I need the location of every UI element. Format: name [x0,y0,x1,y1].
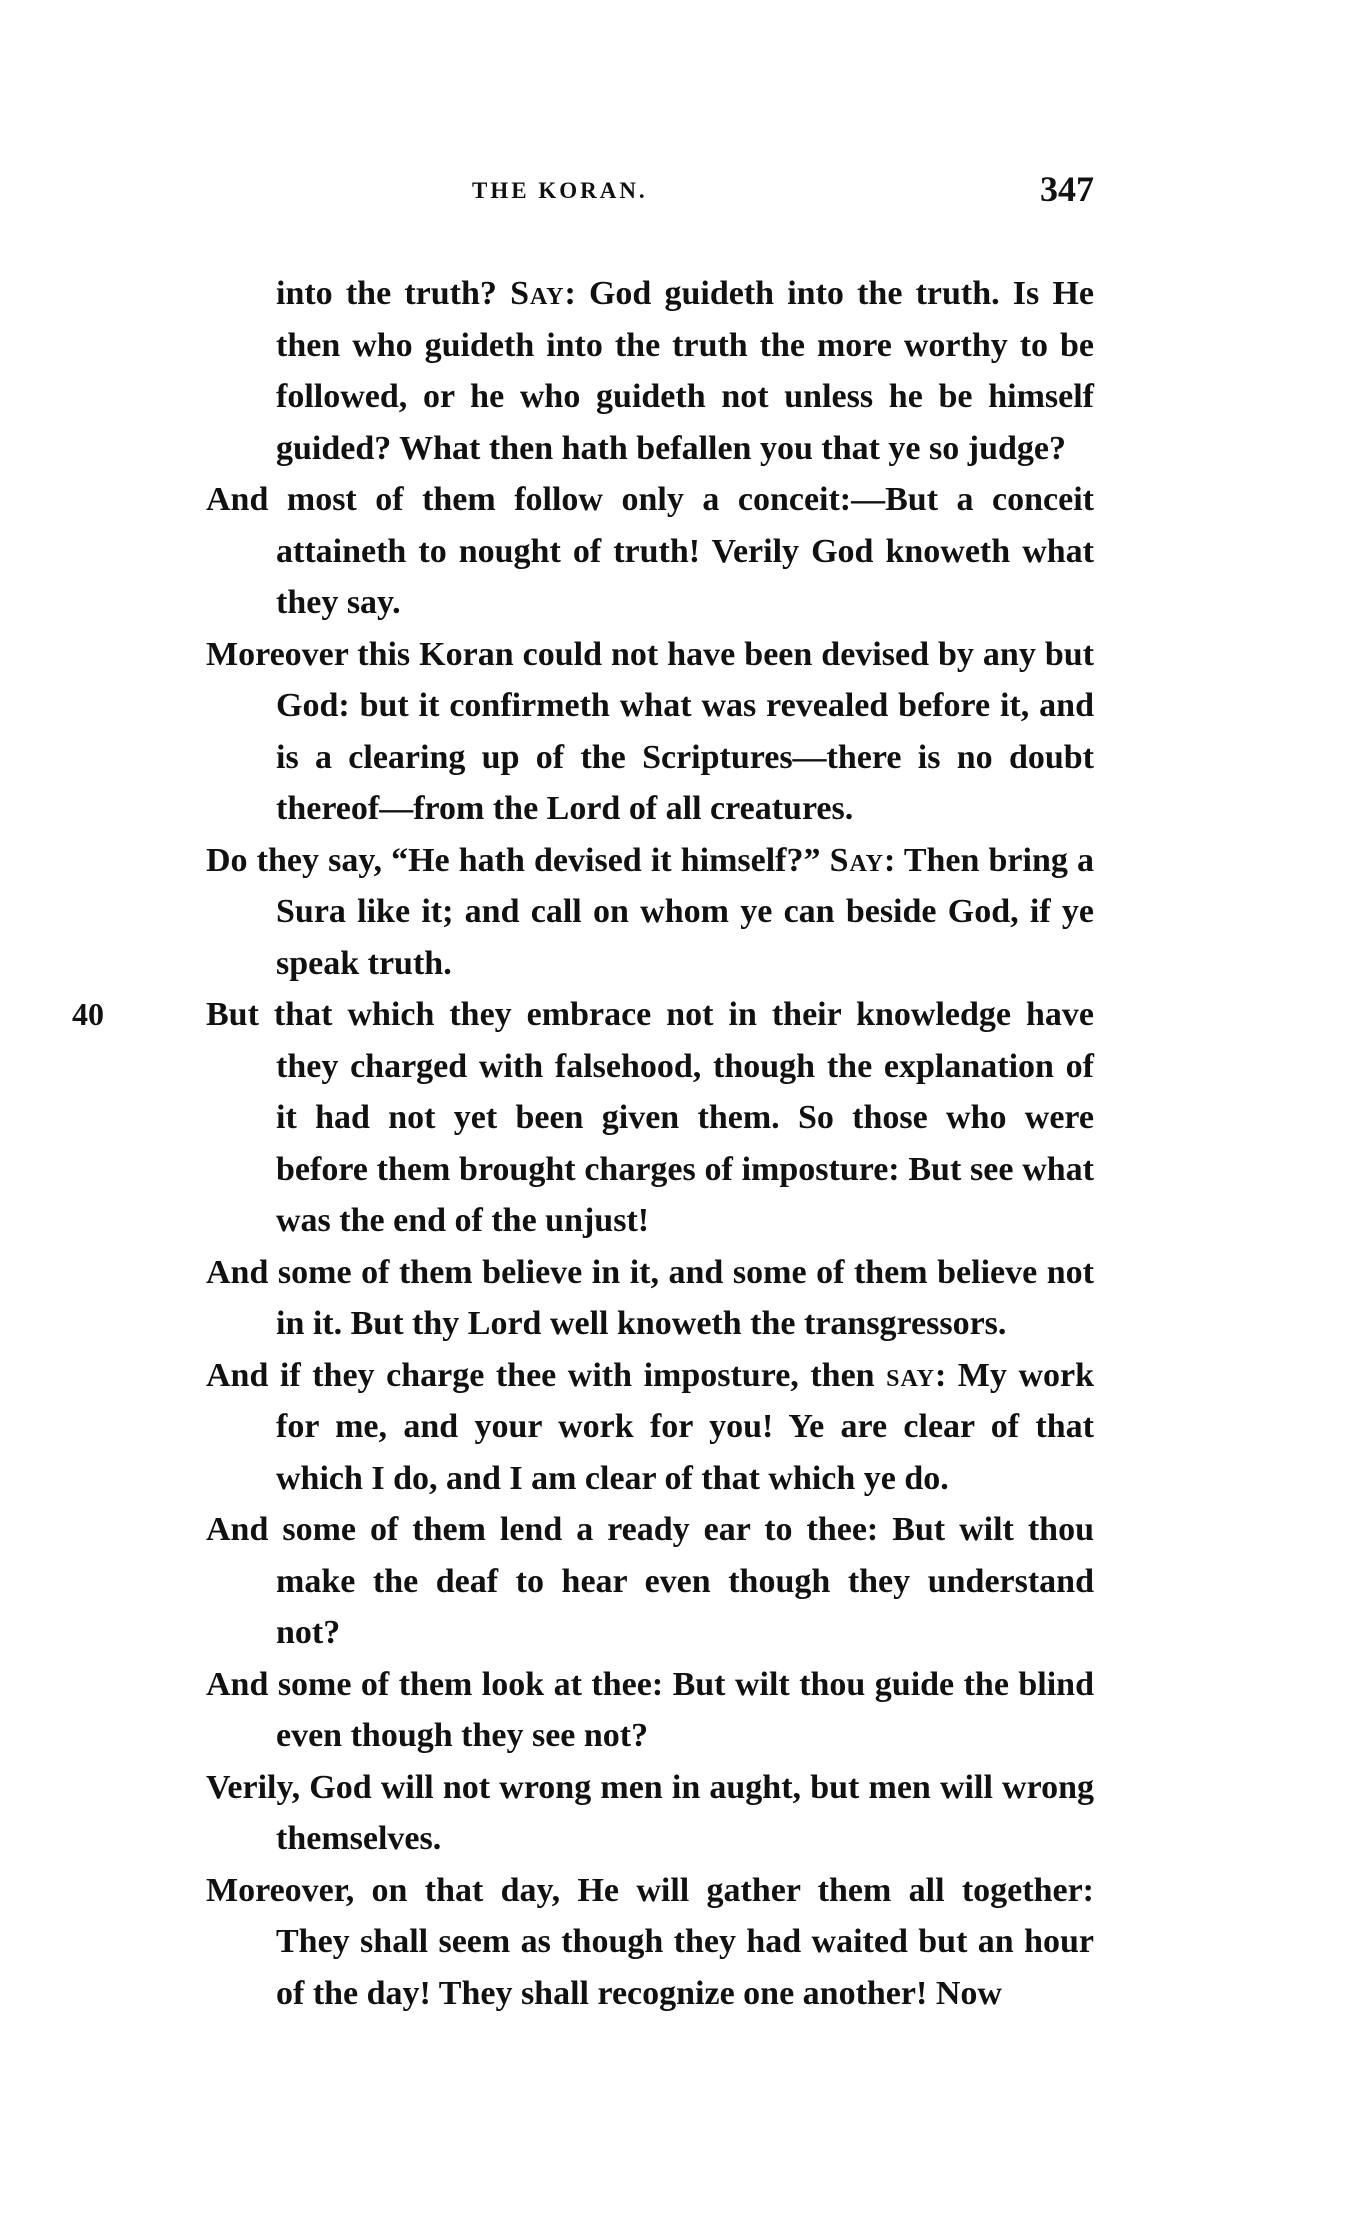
verse-text: And most of them follow only a conceit:—But a conceit attaineth to nought of truth! Verily God knoweth what they say. [206,481,1094,621]
verse-text: : God guideth into the truth. Is He then who guideth into the truth the more worthy to be followed, or he who guideth not unless he be himself guided? What then hath befallen you that ye so judge? [276,275,1094,467]
verse-text: : My work for me, and your work for you! Ye are clear of that which I do, and I am clear of that which ye do. [276,1356,1095,1497]
verse-text: And some of them look at thee: But wilt thou guide the blind even though they see not? [206,1665,1094,1754]
verse-text: : Then bring a Sura like it; and call on whom ye can beside God, if ye speak truth. [276,841,1095,982]
verse-text: Moreover this Koran could not have been devised by any but God: but it confirmeth what was revealed before it, and is a clearing up of the Scriptures—there is no doubt thereof—from the Lord of all creatures. [206,635,1094,827]
verse-paragraph [206,1865,1094,2020]
verse-paragraph [206,1350,1094,1505]
verse-text: Moreover, on that day, He will gather them all together: They shall seem as though they had waited but an hour of the day! They shall recognize one another! Now [206,1871,1094,2012]
verse-text: And some of them lend a ready ear to thee: But wilt thou make the deaf to hear even though they understand not? [206,1511,1094,1651]
say-small-caps: say [886,1356,935,1394]
verse-text: Verily, God will not wrong men in aught, but men will wrong themselves. [206,1768,1094,1857]
verse-text: Do they say, “He hath devised it himself?” [206,841,830,879]
say-small-caps: Say [510,275,565,312]
verse-paragraph [206,474,1094,629]
page-number: 347 [1040,169,1094,209]
verse-text: But that which they embrace not in their knowledge have they charged with falsehood, though the explanation of it had not yet been given them. So those who were before them brought charges of imposture: But see what was the end of the unjust! [206,996,1094,1239]
verse-paragraph [206,1504,1094,1659]
running-title: THE KORAN. [472,178,648,203]
verse-text: And if they charge thee with imposture, then [206,1356,887,1394]
verse-continuation [206,268,1094,474]
running-head [0,168,1347,218]
body-text [72,268,1095,2019]
verse-paragraph [206,1762,1094,1865]
verse-paragraph [206,1659,1094,1762]
verse-number: 40 [72,996,104,1032]
verse-paragraph [206,629,1094,835]
verse-text: And some of them believe in it, and some of them believe not in it. But thy Lord well knoweth the transgressors. [206,1253,1094,1342]
verse-paragraph [72,989,1094,1247]
verse-paragraph [206,835,1094,990]
say-small-caps: Say [829,841,884,879]
verse-text: into the truth? [276,275,511,312]
verse-paragraph [206,1247,1094,1350]
